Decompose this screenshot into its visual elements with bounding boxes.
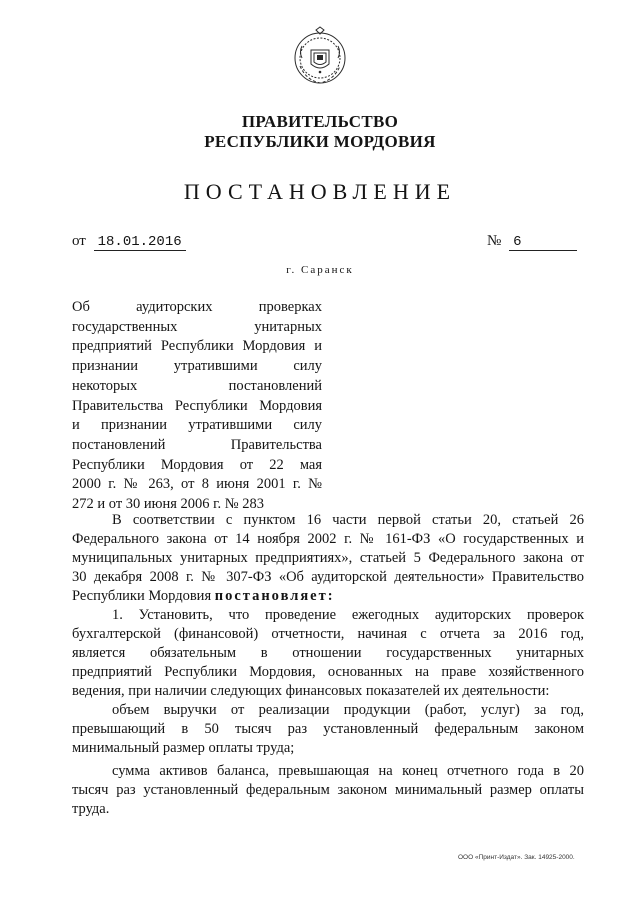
subject-line: государственных унитарных — [72, 318, 322, 335]
number-prefix: № — [487, 233, 502, 249]
body-line: является обязательным в отношении государственных унитарных — [72, 645, 584, 661]
city-name: г. Саранск — [286, 264, 354, 276]
decree-body — [72, 511, 584, 819]
subject-line: постановлений Правительства — [72, 436, 322, 453]
subject-line: 2000 г. № 263, от 8 июня 2001 г. № — [72, 476, 322, 493]
subject-line: Правительства Республики Мордовия — [72, 397, 322, 414]
decree-number — [487, 233, 577, 251]
intro-last-text: Республики Мордовия — [72, 588, 212, 604]
resolves-keyword: постановляет: — [214, 588, 335, 604]
body-line: объем выручки от реализации продукции (работ, услуг) за год, — [112, 702, 584, 718]
subject-line: 272 и от 30 июня 2006 г. № 283 — [72, 496, 264, 513]
document-type-title: ПОСТАНОВЛЕНИЕ — [183, 179, 457, 204]
government-title-line1: ПРАВИТЕЛЬСТВО — [241, 112, 399, 131]
body-line: муниципальных унитарных предприятиях», статьей 5 Федерального закона от — [72, 550, 584, 566]
body-line: сумма активов баланса, превышающая на конец отчетного года в 20 — [112, 763, 584, 779]
body-line: Федерального закона от 14 ноября 2002 г. № 161-ФЗ «О государственных и — [72, 531, 584, 547]
body-line: минимальный размер оплаты труда; — [72, 740, 295, 756]
subject-line: признании утратившими силу — [72, 358, 322, 375]
subject-line: Республики Мордовия от 22 мая — [72, 456, 322, 473]
body-line: ведения, при наличии следующих финансовых показателей их деятельности: — [72, 683, 550, 699]
subject-line: и признании утратившими силу — [72, 417, 322, 434]
number-value: 6 — [509, 234, 577, 251]
body-line: предприятий Республики Мордовия, основанных на праве хозяйственного — [72, 664, 584, 680]
printer-imprint: ООО «Принт-Издат». Зак. 14925-2000. — [458, 854, 575, 861]
government-title-line2: РЕСПУБЛИКИ МОРДОВИЯ — [204, 132, 436, 151]
subject-line: Об аудиторских проверках — [72, 299, 322, 315]
body-line: превышающий в 50 тысяч раз установленный федеральным законом — [72, 721, 584, 737]
body-line: тысяч раз установленный федеральным законом минимальный размер оплаты — [72, 782, 584, 798]
subject-line: предприятий Республики Мордовия и — [72, 338, 322, 355]
date-prefix: от — [72, 233, 86, 249]
date-value: 18.01.2016 — [94, 234, 186, 251]
body-line: труда. — [72, 801, 110, 817]
decree-subject — [72, 298, 322, 515]
body-line: В соответствии с пунктом 16 части первой статьи 20, статьей 26 — [112, 512, 584, 528]
body-line: бухгалтерской (финансовой) отчетности, начиная с отчета за 2016 год, — [72, 626, 584, 642]
body-line: 30 декабря 2008 г. № 307-ФЗ «Об аудиторской деятельности» Правительство — [72, 569, 584, 585]
body-line — [72, 587, 584, 606]
coat-of-arms-emblem — [292, 26, 348, 88]
decree-date — [72, 233, 186, 250]
body-line: 1. Установить, что проведение ежегодных аудиторских проверок — [112, 607, 584, 623]
subject-line: некоторых постановлений — [72, 377, 322, 394]
